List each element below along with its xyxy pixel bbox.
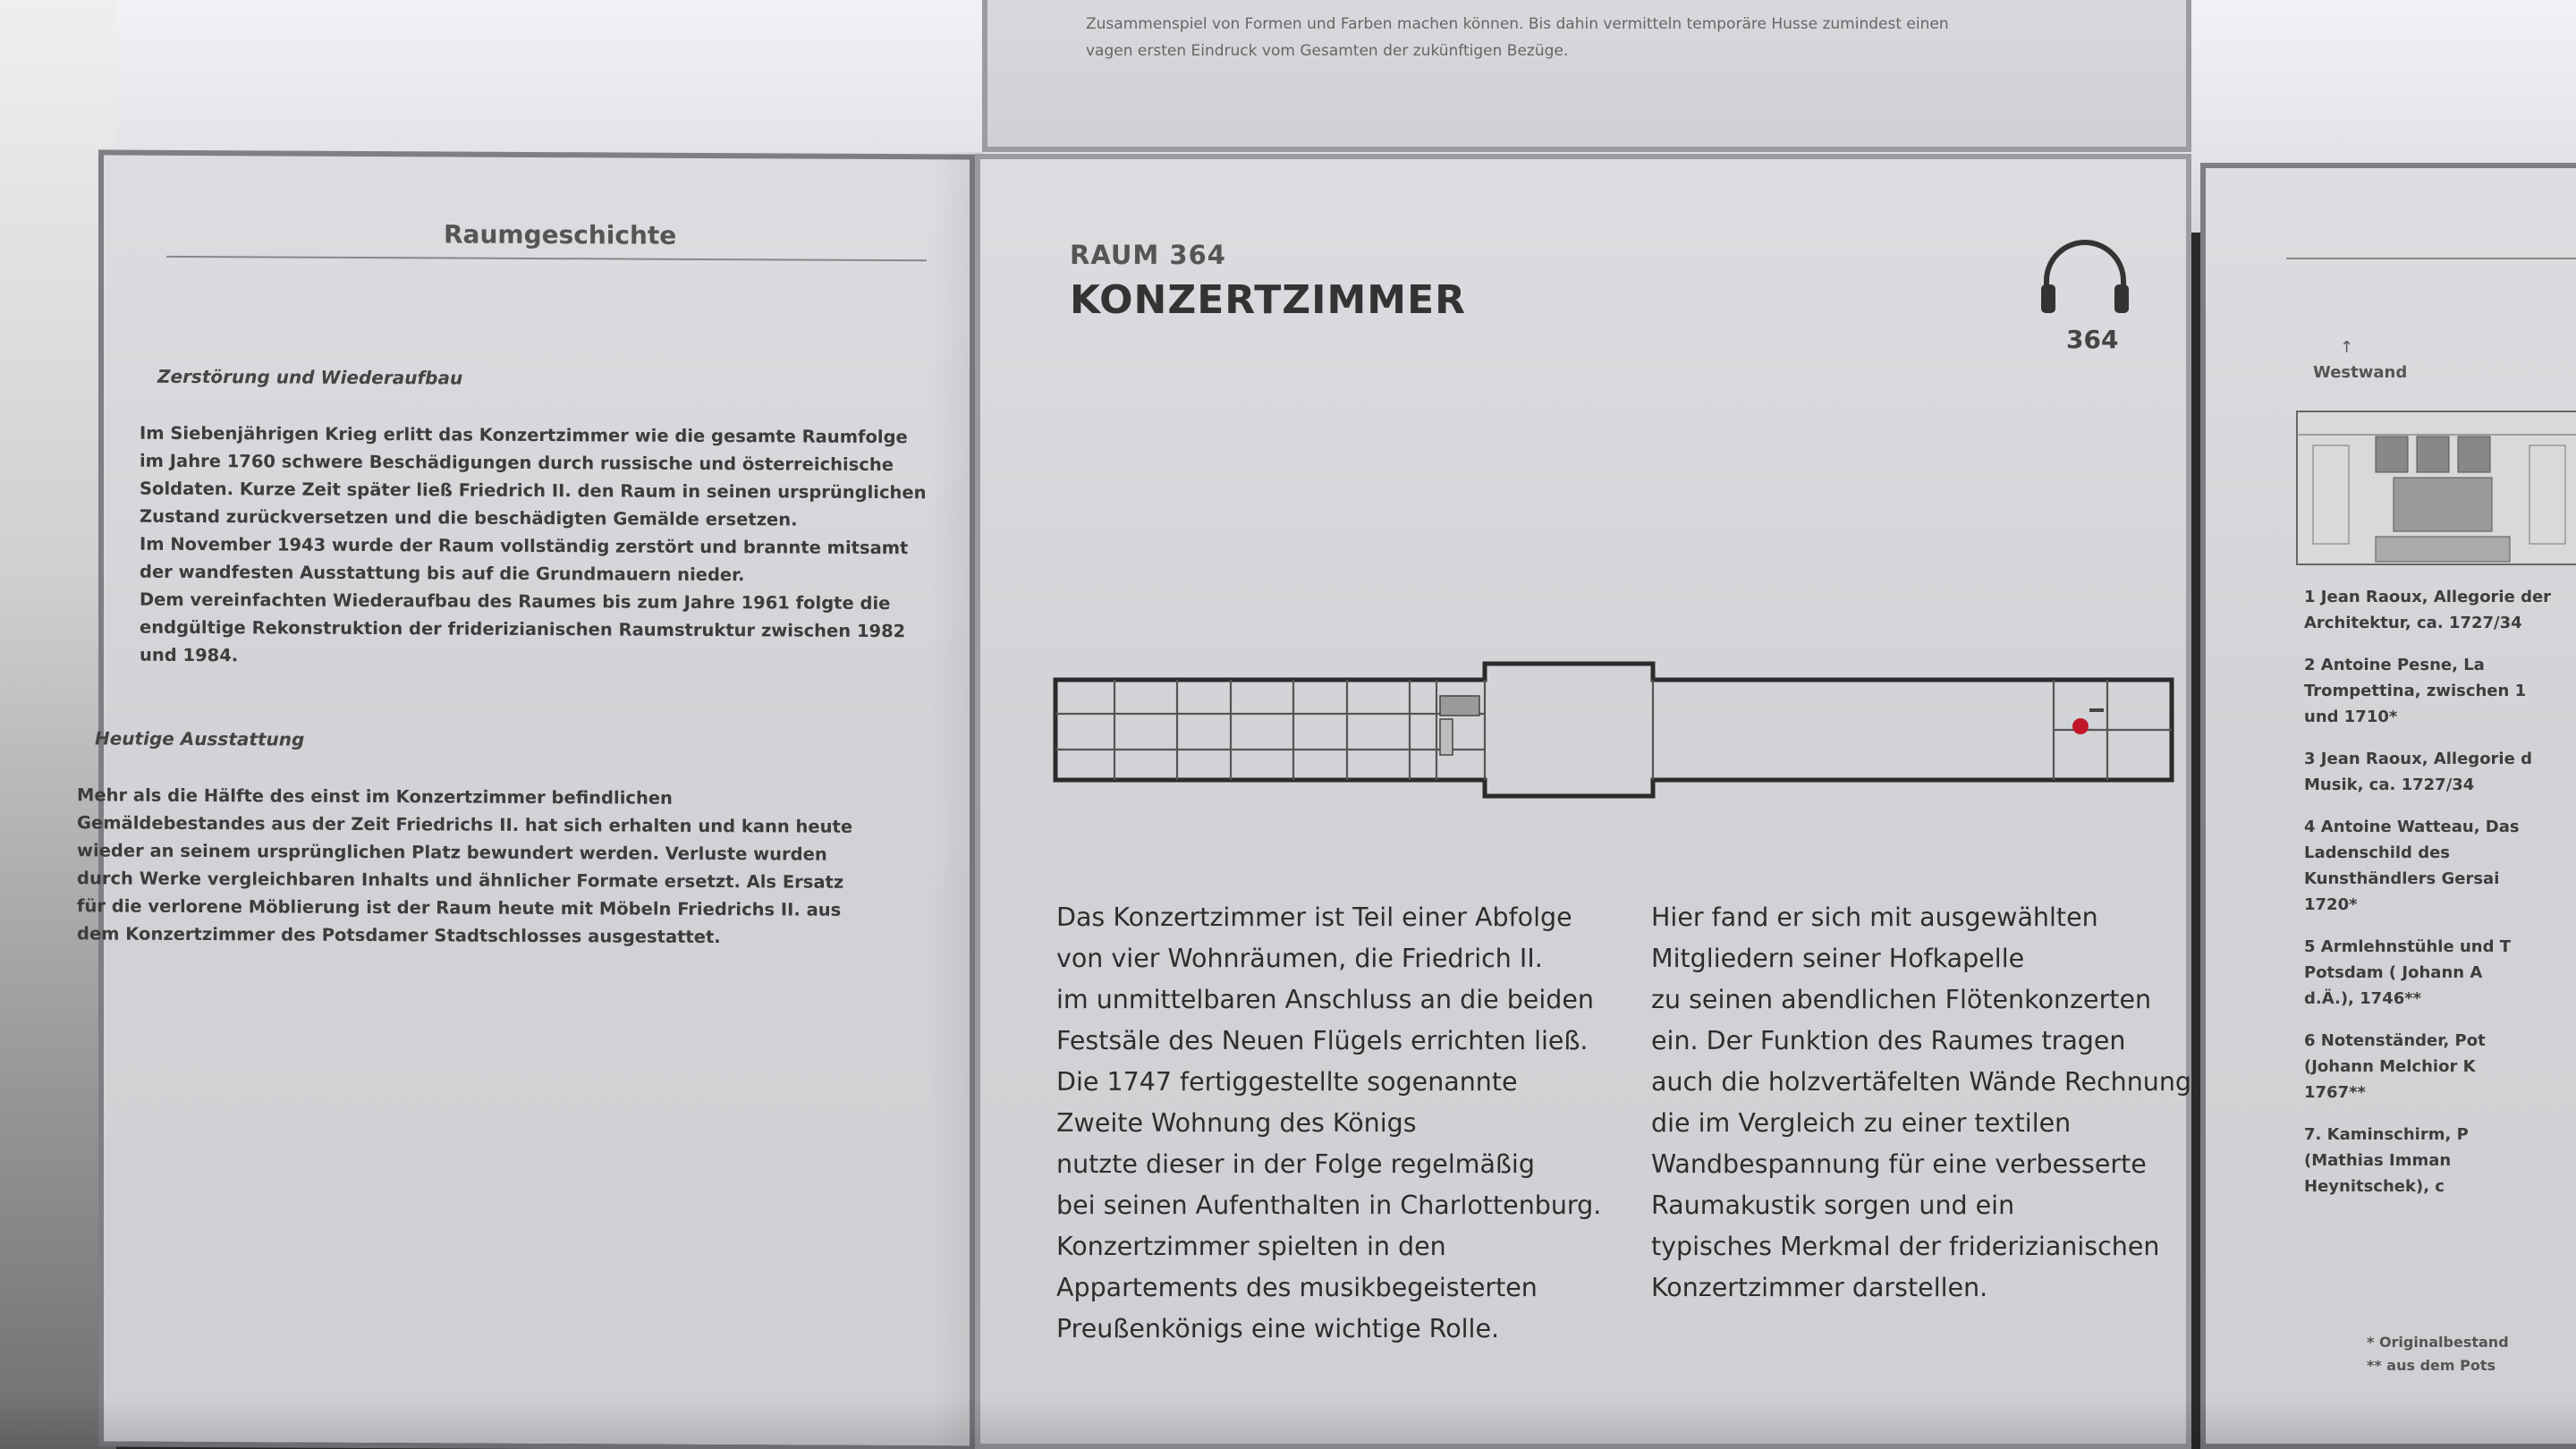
arrow-up-icon: ↑	[2340, 338, 2354, 357]
audio-guide-number: 364	[2066, 325, 2119, 354]
text-line: Wandbespannung für eine verbesserte	[1651, 1149, 2147, 1179]
floor-shadow	[0, 1395, 2576, 1449]
list-item	[2304, 1028, 2576, 1106]
text-line: 4 Antoine Watteau, Das	[2304, 818, 2520, 836]
current-room-marker	[2072, 718, 2089, 734]
floor-plan	[1052, 660, 2179, 812]
text-line: Preußenkönigs eine wichtige Rolle.	[1056, 1314, 1500, 1343]
text-line: dem Konzertzimmer des Potsdamer Stadtschlosses ausgestattet.	[77, 923, 721, 948]
text-line: Im November 1943 wurde der Raum vollständig zerstört und brannte mitsamt	[140, 533, 909, 559]
text-line: bei seinen Aufenthalten in Charlottenburg.	[1056, 1191, 1602, 1220]
text-line: und 1984.	[140, 644, 239, 666]
text-line: 1720*	[2304, 895, 2358, 914]
list-item	[2304, 746, 2576, 798]
text-line: typisches Merkmal der friderizianischen	[1651, 1232, 2160, 1261]
text-line: 6 Notenständer, Pot	[2304, 1031, 2486, 1050]
top-panel-line: vagen ersten Eindruck vom Gesamten der zukünftigen Bezüge.	[1086, 42, 1569, 60]
artwork-list	[2304, 584, 2576, 1216]
wall-elevation-drawing	[2295, 410, 2576, 566]
room-history-panel	[77, 149, 975, 1449]
text-line: Mehr als die Hälfte des einst im Konzertzimmer befindlichen	[77, 784, 673, 809]
text-line: Zustand zurückversetzen und die beschädigten Gemälde ersetzen.	[140, 505, 798, 530]
text-line: Trompettina, zwischen 1	[2304, 682, 2527, 700]
text-line: im Jahre 1760 schwere Beschädigungen durch russische und österreichische	[140, 450, 894, 476]
description-right	[1651, 897, 2241, 1309]
text-line: 7. Kaminschirm, P	[2304, 1125, 2469, 1144]
text-line: Architektur, ca. 1727/34	[2304, 614, 2522, 632]
room-title: KONZERTZIMMER	[1070, 277, 1467, 323]
footnote: ** aus dem Pots	[2367, 1357, 2496, 1374]
section-text	[140, 419, 945, 674]
text-line: Kunsthändlers Gersai	[2304, 869, 2500, 888]
text-line: 1 Jean Raoux, Allegorie der	[2304, 588, 2552, 606]
text-line: ein. Der Funktion des Raumes tragen	[1651, 1026, 2126, 1055]
top-panel-text	[1086, 11, 1949, 64]
text-line: wieder an seinem ursprünglichen Platz bewundert werden. Verluste wurden	[77, 840, 827, 865]
text-line: Konzertzimmer spielten in den	[1056, 1232, 1446, 1261]
text-line: 2 Antoine Pesne, La	[2304, 656, 2485, 674]
text-line: Konzertzimmer darstellen.	[1651, 1273, 1988, 1302]
text-line: Zweite Wohnung des Königs	[1056, 1108, 1417, 1138]
list-item	[2304, 934, 2576, 1012]
top-panel-line: Zusammenspiel von Formen und Farben machen können. Bis dahin vermitteln temporäre Husse zumindest einen	[1086, 15, 1949, 33]
section-heading: Zerstörung und Wiederaufbau	[157, 365, 463, 389]
text-line: Potsdam ( Johann A	[2304, 963, 2483, 982]
text-line: Die 1747 fertiggestellte sogenannte	[1056, 1067, 1518, 1097]
text-line: für die verlorene Möblierung ist der Raum heute mit Möbeln Friedrichs II. aus	[77, 895, 842, 920]
text-line: der wandfesten Ausstattung bis auf die Grundmauern nieder.	[140, 561, 745, 586]
text-line: (Mathias Imman	[2304, 1151, 2452, 1170]
text-line: und 1710*	[2304, 708, 2398, 726]
text-line: d.Ä.), 1746**	[2304, 989, 2422, 1008]
footnotes	[2367, 1331, 2509, 1377]
section-heading: Heutige Ausstattung	[95, 727, 305, 750]
text-line: Raumakustik sorgen und ein	[1651, 1191, 2015, 1220]
room-number-label: RAUM 364	[1070, 240, 1226, 270]
text-line: Gemäldebestandes aus der Zeit Friedrichs II. hat sich erhalten und kann heute	[77, 812, 853, 837]
text-line: Mitgliedern seiner Hofkapelle	[1651, 944, 2025, 973]
text-line: auch die holzvertäfelten Wände Rechnung,	[1651, 1067, 2200, 1097]
title-divider	[2286, 258, 2576, 259]
room-info-panel	[975, 154, 2200, 1449]
text-line: Im Siebenjährigen Krieg erlitt das Konzertzimmer wie die gesamte Raumfolge	[140, 422, 908, 448]
text-line: Das Konzertzimmer ist Teil einer Abfolge	[1056, 902, 1572, 932]
text-line: Hier fand er sich mit ausgewählten	[1651, 902, 2098, 932]
panel-title: Raumgeschichte	[444, 219, 677, 250]
text-line: Ladenschild des	[2304, 843, 2451, 862]
text-line: 1767**	[2304, 1083, 2366, 1102]
text-line: durch Werke vergleichbaren Inhalts und ähnlicher Formate ersetzt. Als Ersatz	[77, 868, 844, 893]
text-line: (Johann Melchior K	[2304, 1057, 2476, 1076]
title-divider	[166, 256, 927, 261]
headphones-icon	[2036, 238, 2134, 318]
text-line: 3 Jean Raoux, Allegorie d	[2304, 750, 2532, 768]
list-item	[2304, 814, 2576, 918]
text-line: Soldaten. Kurze Zeit später ließ Friedrich II. den Raum in seinen ursprünglichen	[140, 478, 927, 504]
text-line: Festsäle des Neuen Flügels errichten ließ.	[1056, 1026, 1589, 1055]
section-text	[77, 781, 882, 952]
text-line: zu seinen abendlichen Flötenkonzerten	[1651, 985, 2152, 1014]
text-line: die im Vergleich zu einer textilen	[1651, 1108, 2072, 1138]
text-line: nutzte dieser in der Folge regelmäßig	[1056, 1149, 1535, 1179]
list-item	[2304, 1122, 2576, 1199]
footnote: * Originalbestand	[2367, 1334, 2509, 1351]
text-line: Musik, ca. 1727/34	[2304, 775, 2475, 794]
text-line: von vier Wohnräumen, die Friedrich II.	[1056, 944, 1543, 973]
text-line: 5 Armlehnstühle und T	[2304, 937, 2512, 956]
west-wall-panel	[2200, 163, 2576, 1449]
text-line: Appartements des musikbegeisterten	[1056, 1273, 1538, 1302]
list-item	[2304, 584, 2576, 636]
list-item	[2304, 652, 2576, 730]
description-left	[1056, 897, 1647, 1350]
top-panel	[982, 0, 2191, 152]
wall-heading: Westwand	[2313, 363, 2408, 382]
text-line: im unmittelbaren Anschluss an die beiden	[1056, 985, 1594, 1014]
text-line: Heynitschek), c	[2304, 1177, 2445, 1196]
text-line: endgültige Rekonstruktion der friderizianischen Raumstruktur zwischen 1982	[140, 616, 906, 642]
text-line: Dem vereinfachten Wiederaufbau des Raumes bis zum Jahre 1961 folgte die	[140, 589, 891, 614]
